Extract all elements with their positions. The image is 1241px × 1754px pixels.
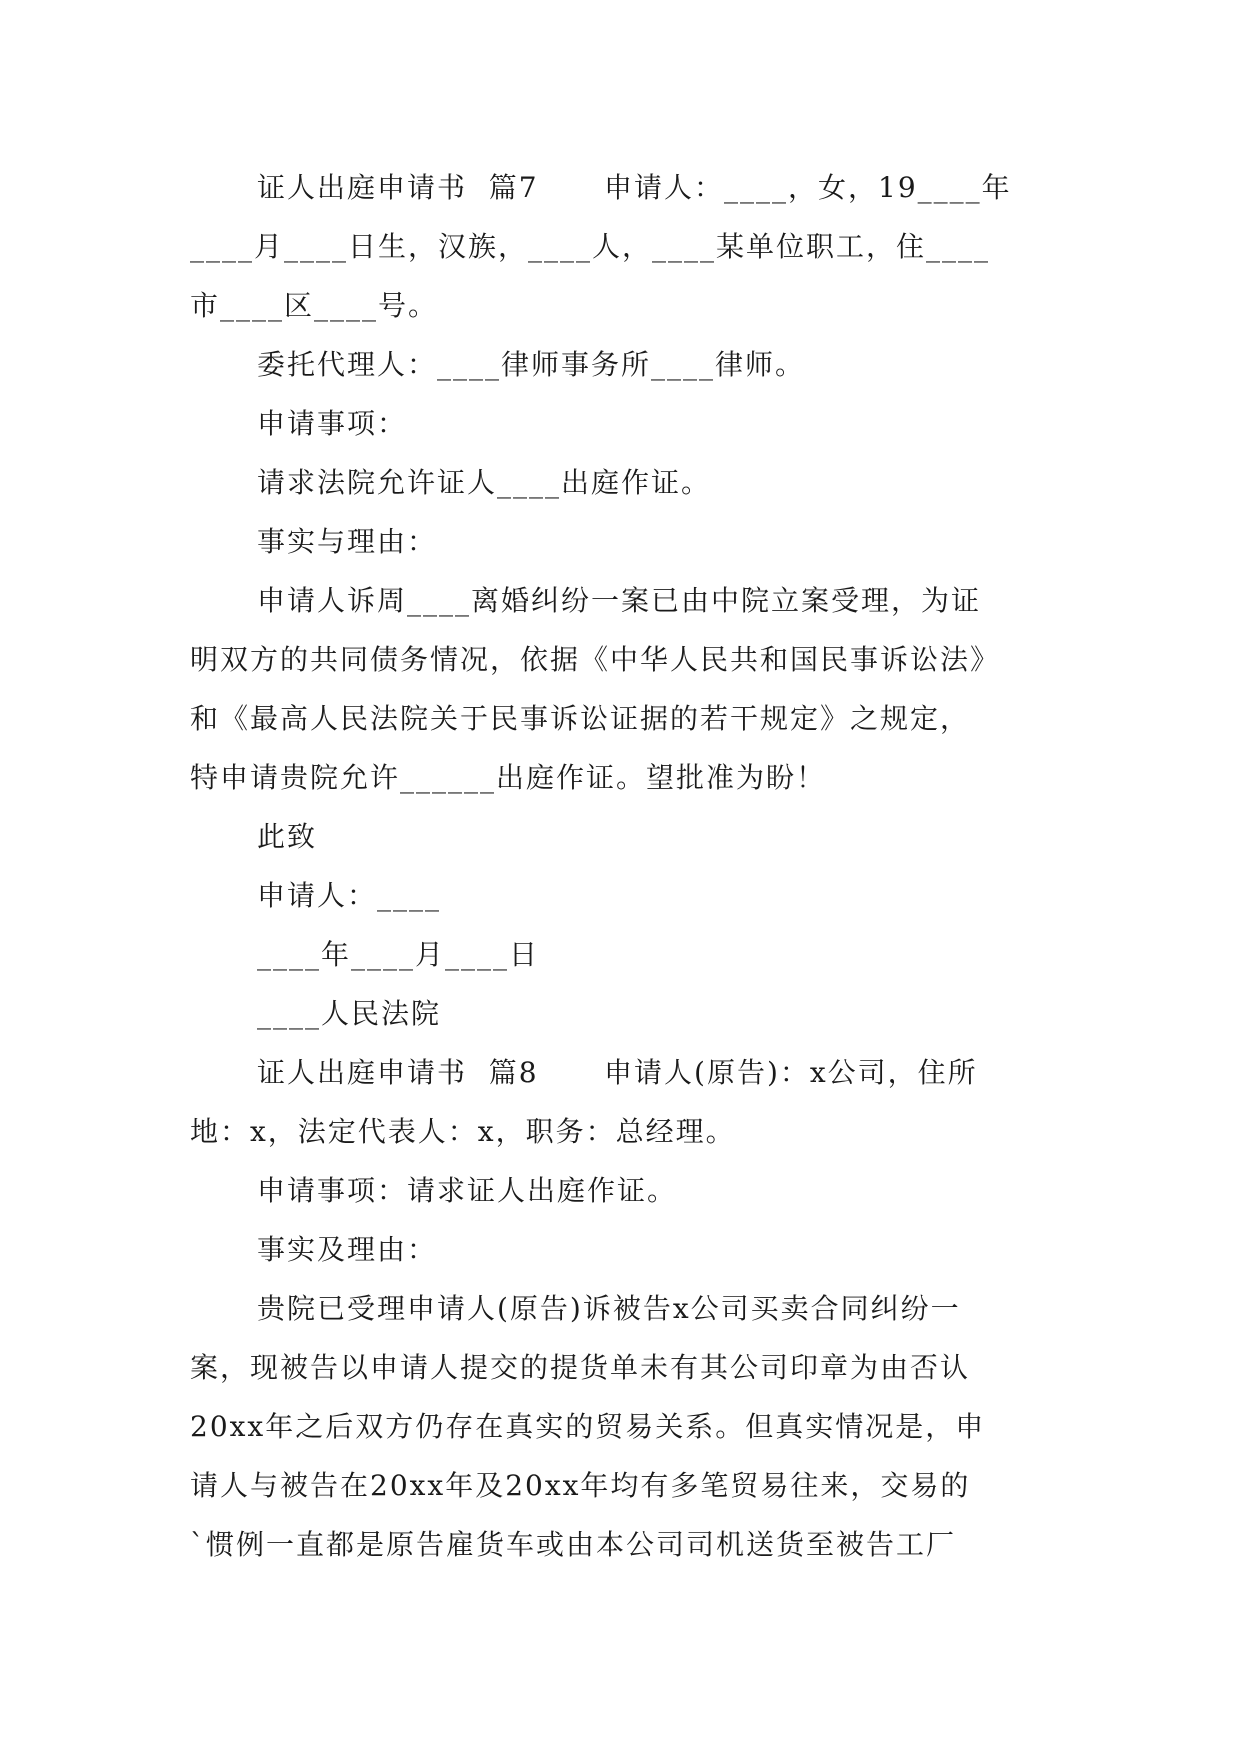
- text-line: 证人出庭申请书 篇8 申请人(原告)：x公司，住所: [257, 1056, 978, 1089]
- text-line: 证人出庭申请书 篇7 申请人：____，女，19____年: [257, 171, 1012, 204]
- text-line: 此致: [257, 820, 318, 853]
- text-line: ____人民法院: [257, 997, 442, 1030]
- text-line: ____年____月____日: [257, 938, 540, 971]
- text-line: 市____区____号。: [190, 289, 439, 322]
- text-line: 委托代理人：____律师事务所____律师。: [257, 348, 806, 381]
- text-line: 申请事项：请求证人出庭作证。: [257, 1174, 678, 1207]
- text-line: 20xx年之后双方仍存在真实的贸易关系。但真实情况是，申: [190, 1410, 986, 1443]
- text-line: 请人与被告在20xx年及20xx年均有多笔贸易往来，交易的: [190, 1469, 971, 1502]
- text-line: 申请人：____: [257, 879, 442, 912]
- document-body: [190, 158, 1070, 1574]
- text-line: 和《最高人民法院关于民事诉讼证据的若干规定》之规定，: [190, 702, 971, 735]
- text-line: 事实与理由：: [257, 525, 438, 558]
- text-line: 请求法院允许证人____出庭作证。: [257, 466, 712, 499]
- text-line: 案，现被告以申请人提交的提货单未有其公司印章为由否认: [190, 1351, 971, 1384]
- text-line: 贵院已受理申请人(原告)诉被告x公司买卖合同纠纷一: [257, 1292, 961, 1325]
- text-line: `惯例一直都是原告雇货车或由本公司司机送货至被告工厂: [190, 1528, 957, 1561]
- text-line: 申请人诉周____离婚纠纷一案已由中院立案受理，为证: [257, 584, 982, 617]
- text-line: 特申请贵院允许______出庭作证。望批准为盼！: [190, 761, 827, 794]
- text-line: 明双方的共同债务情况，依据《中华人民共和国民事诉讼法》: [190, 643, 1001, 676]
- text-line: 事实及理由：: [257, 1233, 438, 1266]
- text-line: ____月____日生，汉族，____人，____某单位职工，住____: [190, 230, 991, 263]
- text-line: 申请事项：: [257, 407, 408, 440]
- text-line: 地：x，法定代表人：x，职务：总经理。: [190, 1115, 736, 1148]
